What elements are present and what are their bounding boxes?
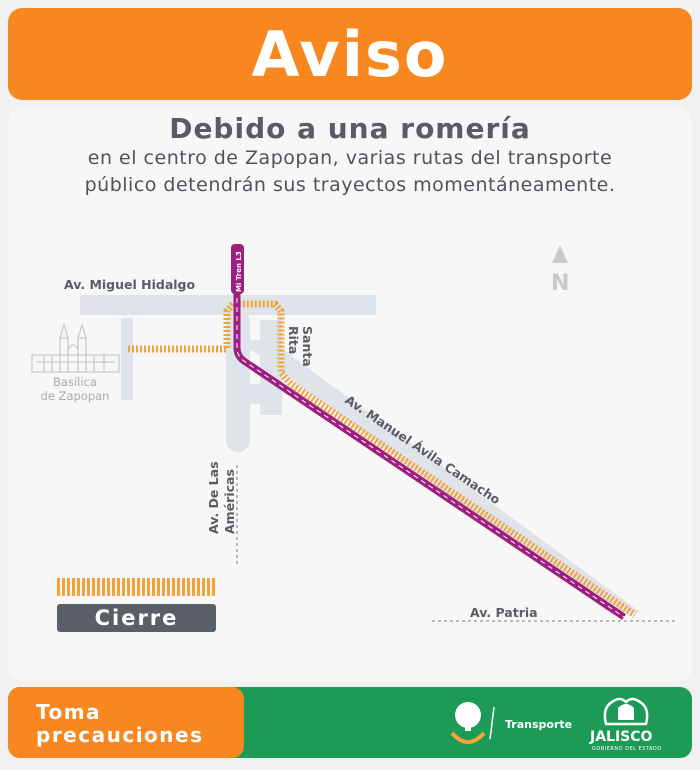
basilica-icon <box>32 325 119 372</box>
footer-line-2: precauciones <box>36 723 204 747</box>
street-hidalgo-label: Av. Miguel Hidalgo <box>64 277 196 292</box>
footer-line-1: Toma <box>36 700 102 724</box>
header-title: Aviso <box>251 17 449 91</box>
street-americas-label-2: Américas <box>222 469 237 534</box>
closure-legend-label: Cierre <box>57 604 216 632</box>
closure-legend-swatch <box>57 578 216 596</box>
footer-caution-text <box>36 701 204 747</box>
notice-headline: Debido a una romería <box>169 112 531 145</box>
road-side-street <box>121 318 133 400</box>
street-santa-rita-label-1: Santa <box>300 326 315 367</box>
street-santa-rita-label-2: Rita <box>286 326 301 355</box>
street-avila-camacho-label: Av. Manuel Ávila Camacho <box>342 392 504 508</box>
road-avila-camacho <box>238 340 640 612</box>
north-label: N <box>551 271 570 296</box>
street-americas-label-1: Av. De Las <box>206 461 221 534</box>
road-connector <box>246 384 276 404</box>
basilica-label-1: Basílica <box>53 375 97 389</box>
transporte-logo-icon <box>446 695 506 751</box>
notice-line-2: público detendrán sus trayectos momentáneamente. <box>84 174 616 196</box>
jalisco-subtitle: GOBIERNO DEL ESTADO <box>592 746 662 752</box>
notice-line-1: en el centro de Zapopan, varias rutas del transporte <box>87 147 613 169</box>
roads <box>80 295 640 612</box>
jalisco-label: JALISCO <box>590 729 653 745</box>
transporte-label: Transporte <box>505 718 573 731</box>
mi-tren-label: Mi Tren L3 <box>235 251 243 292</box>
north-arrow-icon <box>551 245 569 296</box>
street-patria-label: Av. Patria <box>470 605 538 620</box>
jalisco-crest-icon <box>600 694 652 728</box>
basilica-label-2: de Zapopan <box>40 389 110 403</box>
